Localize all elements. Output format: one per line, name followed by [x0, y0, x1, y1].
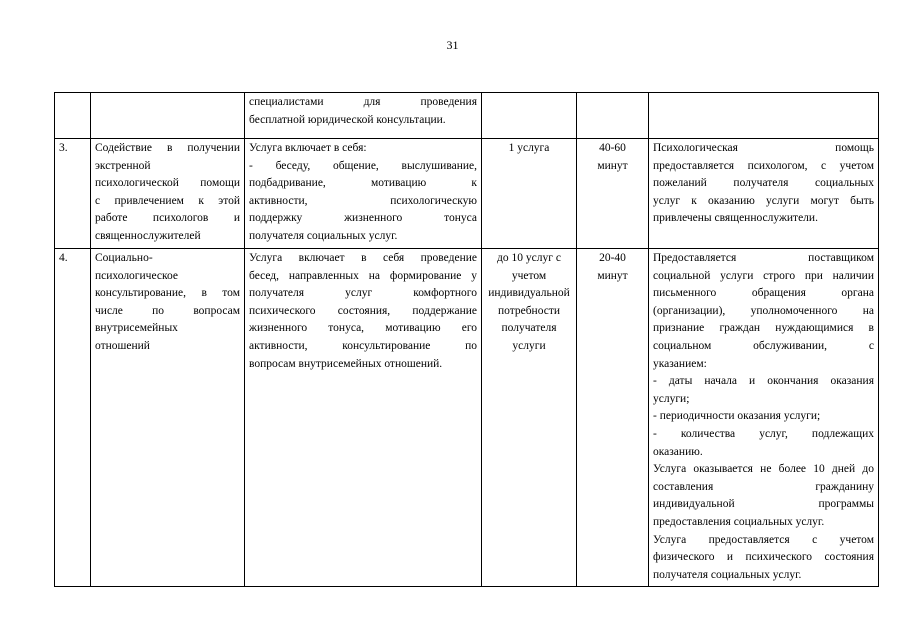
cell-line: священнослужителей: [95, 229, 201, 242]
service-volume-cell: [482, 139, 577, 249]
cell-line: работе психологов и: [95, 212, 240, 225]
row-number-cell: 4.: [55, 249, 91, 587]
service-conditions-cell: [649, 249, 879, 587]
cell-line: потребности: [497, 304, 561, 317]
service-name-cell: [91, 93, 245, 139]
services-table-body: [55, 93, 879, 587]
cell-line: физического и психического состояния: [653, 551, 874, 564]
cell-line: (организации), уполномоченного на: [653, 304, 874, 317]
service-name-cell: [91, 139, 245, 249]
cell-line: привлечены священнослужители.: [653, 212, 818, 225]
cell-line: активности, психологическую: [249, 194, 477, 207]
cell-line: Услуга включает в себя проведение: [249, 252, 477, 264]
cell-line: 40-60: [599, 142, 626, 154]
cell-line: психического состояния, поддержание: [249, 304, 477, 317]
cell-line: получателя социальных услуг.: [249, 229, 398, 242]
cell-line: социальной услуги строго при наличии: [653, 269, 874, 282]
cell-line: индивидуальной программы: [653, 498, 874, 511]
cell-line: специалистами для проведения: [249, 96, 477, 108]
cell-line: Услуга включает в себя:: [249, 142, 367, 154]
cell-line: - даты начала и окончания оказания: [653, 375, 874, 388]
services-table: [54, 92, 879, 587]
cell-line: Социально-: [95, 252, 153, 264]
cell-line: пожеланий получателя социальных: [653, 177, 874, 190]
cell-line: поддержку жизненного тонуса: [249, 212, 477, 225]
cell-line: услуг к оказанию услуги могут быть: [653, 194, 874, 207]
cell-line: экстренной: [95, 159, 151, 172]
cell-line: минут: [597, 159, 628, 172]
service-volume-cell: [482, 249, 577, 587]
service-content-cell: [245, 139, 482, 249]
service-time-cell: [577, 93, 649, 139]
cell-line: активности, консультирование по: [249, 339, 477, 352]
cell-line: Содействие в получении: [95, 142, 240, 154]
cell-line: Услуга оказывается не более 10 дней до: [653, 463, 874, 476]
cell-line: жизненного тонуса, мотивацию его: [249, 322, 477, 335]
service-time-cell: [577, 249, 649, 587]
cell-line: услуги;: [653, 392, 690, 405]
cell-line: услуги: [512, 339, 546, 352]
cell-line: предоставляется психологом, с учетом: [653, 159, 874, 172]
cell-line: получателя: [501, 322, 557, 335]
service-content-cell: [245, 93, 482, 139]
cell-line: оказанию.: [653, 445, 703, 458]
table-row: [55, 249, 879, 587]
table-row: [55, 93, 879, 139]
cell-line: бесплатной юридической консультации.: [249, 113, 446, 126]
cell-line: указанием:: [653, 357, 707, 370]
cell-line: отношений: [95, 339, 150, 352]
cell-line: 1 услуга: [508, 142, 550, 154]
cell-line: внутрисемейных: [95, 322, 178, 335]
cell-line: Услуга предоставляется с учетом: [653, 533, 874, 546]
cell-line: психологической помощи: [95, 177, 240, 190]
service-volume-cell: [482, 93, 577, 139]
cell-line: - беседу, общение, выслушивание,: [249, 159, 477, 172]
cell-line: - количества услуг, подлежащих: [653, 427, 874, 440]
cell-line: Психологическая помощь: [653, 142, 874, 154]
service-conditions-cell: [649, 93, 879, 139]
cell-line: предоставления социальных услуг.: [653, 515, 825, 528]
cell-line: Предоставляется поставщиком: [653, 252, 874, 264]
cell-line: консультирование, в том: [95, 287, 240, 300]
cell-line: составления гражданину: [653, 480, 874, 493]
cell-line: индивидуальной: [488, 287, 570, 300]
cell-line: социальном обслуживании, с: [653, 339, 874, 352]
cell-line: до 10 услуг с: [497, 252, 561, 264]
service-conditions-cell: [649, 139, 879, 249]
cell-line: письменного обращения органа: [653, 287, 874, 300]
cell-line: минут: [597, 269, 628, 282]
cell-line: учетом: [511, 269, 547, 282]
cell-line: психологическое: [95, 269, 178, 282]
row-number-cell: 3.: [55, 139, 91, 249]
cell-line: получателя социальных услуг.: [653, 568, 802, 581]
cell-line: вопросам внутрисемейных отношений.: [249, 357, 443, 370]
page-number: 31: [446, 38, 459, 52]
service-content-cell: [245, 249, 482, 587]
cell-line: подбадривание, мотивацию к: [249, 177, 477, 190]
cell-line: - периодичности оказания услуги;: [653, 410, 821, 423]
table-row: [55, 139, 879, 249]
cell-line: с привлечением к этой: [95, 194, 240, 207]
service-name-cell: [91, 249, 245, 587]
service-time-cell: [577, 139, 649, 249]
cell-line: получателя услуг комфортного: [249, 287, 477, 300]
cell-line: числе по вопросам: [95, 304, 240, 317]
cell-line: бесед, направленных на формирование у: [249, 269, 477, 282]
row-number-cell: [55, 93, 91, 139]
cell-line: признание граждан нуждающимися в: [653, 322, 874, 335]
cell-line: 20-40: [599, 252, 626, 264]
